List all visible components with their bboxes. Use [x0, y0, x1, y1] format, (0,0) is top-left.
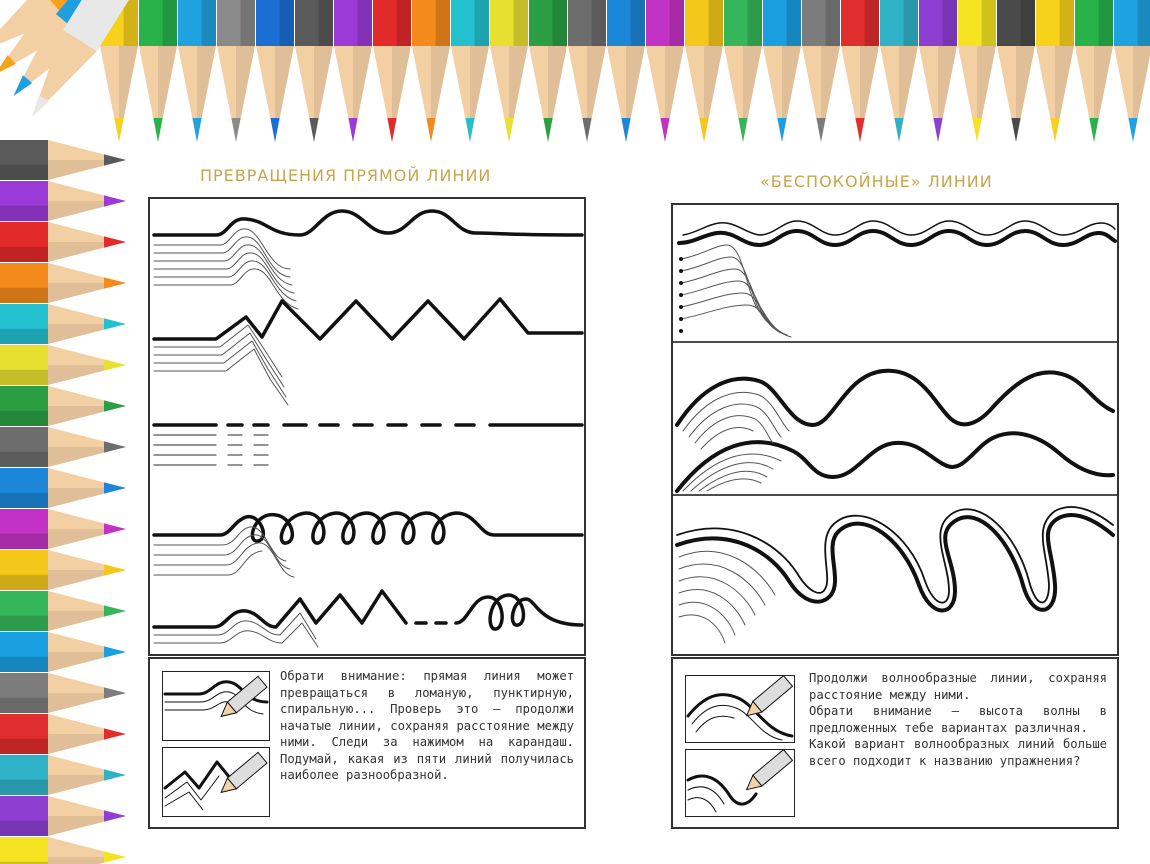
- zigzag-line-exercise: [154, 299, 582, 405]
- left-hint-box: [148, 657, 586, 829]
- pencil-left: [0, 755, 126, 795]
- pencil-top: [958, 0, 996, 142]
- left-hint-paragraph: Обрати внимание: прямая линия может превращаться в ломаную, пунктирную, спиральную... Проверь это – продолжи начатые линии, сохраняя расстояние между ними. Следи за нажимом на карандаш. Подумай, какая из пяти линий получилась наиболее разнообразной.: [280, 669, 574, 782]
- pencil-top: [802, 0, 840, 142]
- hill-wave-exercise: [677, 371, 1113, 491]
- hint-thumbnail-zigzag: [162, 747, 270, 817]
- right-hint-text: [809, 670, 1107, 769]
- pencil-left: [0, 427, 126, 467]
- spiral-line-exercise: [154, 513, 582, 577]
- pencil-left: [0, 181, 126, 221]
- pencil-icon: [163, 748, 269, 816]
- pencil-top: [763, 0, 801, 142]
- right-hint-line-2: Обрати внимание – высота волны в предложенных тебе вариантах различная.: [809, 704, 1107, 735]
- pencil-top: [217, 0, 255, 142]
- pencil-top: [997, 0, 1035, 142]
- pencil-top: [841, 0, 879, 142]
- pencil-top: [880, 0, 918, 142]
- pencil-left: [0, 714, 126, 754]
- pencil-left: [0, 304, 126, 344]
- pencil-left: [0, 550, 126, 590]
- pencil-left: [0, 796, 126, 836]
- right-hint-line-3: Какой вариант волнообразных линий больше всего подходит к названию упражнения?: [809, 737, 1107, 768]
- pencil-top: [529, 0, 567, 142]
- pencil-icon: [686, 676, 794, 742]
- pencil-top: [1075, 0, 1113, 142]
- small-wave-exercise: [679, 221, 1115, 337]
- dashed-line-exercise: [154, 425, 582, 465]
- pencil-left: [0, 468, 126, 508]
- loop-wave-exercise: [677, 507, 1113, 643]
- pencil-icon: [686, 750, 794, 816]
- pencil-top: [490, 0, 528, 142]
- hint-thumbnail-waves-1: [685, 675, 795, 743]
- pencil-top: [373, 0, 411, 142]
- pencil-top: [568, 0, 606, 142]
- pencil-top: [256, 0, 294, 142]
- restless-line-exercise-panel: [671, 203, 1119, 656]
- right-hint-box: [671, 657, 1119, 829]
- pencil-top: [295, 0, 333, 142]
- pencil-icon: [163, 672, 269, 740]
- pencil-top: [334, 0, 372, 142]
- pencil-top: [685, 0, 723, 142]
- pencil-top: [919, 0, 957, 142]
- pencil-left: [0, 263, 126, 303]
- restless-line-drawings: [673, 205, 1117, 654]
- pencil-top: [412, 0, 450, 142]
- right-section-title: «БЕСПОКОЙНЫЕ» ЛИНИИ: [760, 172, 993, 191]
- pencil-left: [0, 222, 126, 262]
- pencil-top: [451, 0, 489, 142]
- pencil-top: [178, 0, 216, 142]
- straight-line-drawings: [150, 199, 584, 654]
- mixed-line-exercise: [154, 591, 582, 647]
- left-section-title: ПРЕВРАЩЕНИЯ ПРЯМОЙ ЛИНИИ: [200, 166, 492, 185]
- pencil-left: [0, 632, 126, 672]
- pencil-left: [0, 837, 126, 864]
- pencil-top: [1036, 0, 1074, 142]
- pencil-left: [0, 673, 126, 713]
- pencil-top: [607, 0, 645, 142]
- hint-thumbnail-waves-2: [685, 749, 795, 817]
- wave-line-exercise: [154, 211, 582, 309]
- straight-line-exercise-panel: [148, 197, 586, 656]
- pencil-left: [0, 591, 126, 631]
- pencil-top: [1114, 0, 1150, 142]
- pencil-top: [139, 0, 177, 142]
- hint-thumbnail-wave: [162, 671, 270, 741]
- pencil-top: [646, 0, 684, 142]
- pencil-top: [724, 0, 762, 142]
- right-hint-line-1: Продолжи волнообразные линии, сохраняя расстояние между ними.: [809, 671, 1107, 702]
- pencil-left: [0, 386, 126, 426]
- pencil-left: [0, 140, 126, 180]
- left-hint-text: [280, 668, 574, 784]
- pencil-left: [0, 345, 126, 385]
- pencil-left: [0, 509, 126, 549]
